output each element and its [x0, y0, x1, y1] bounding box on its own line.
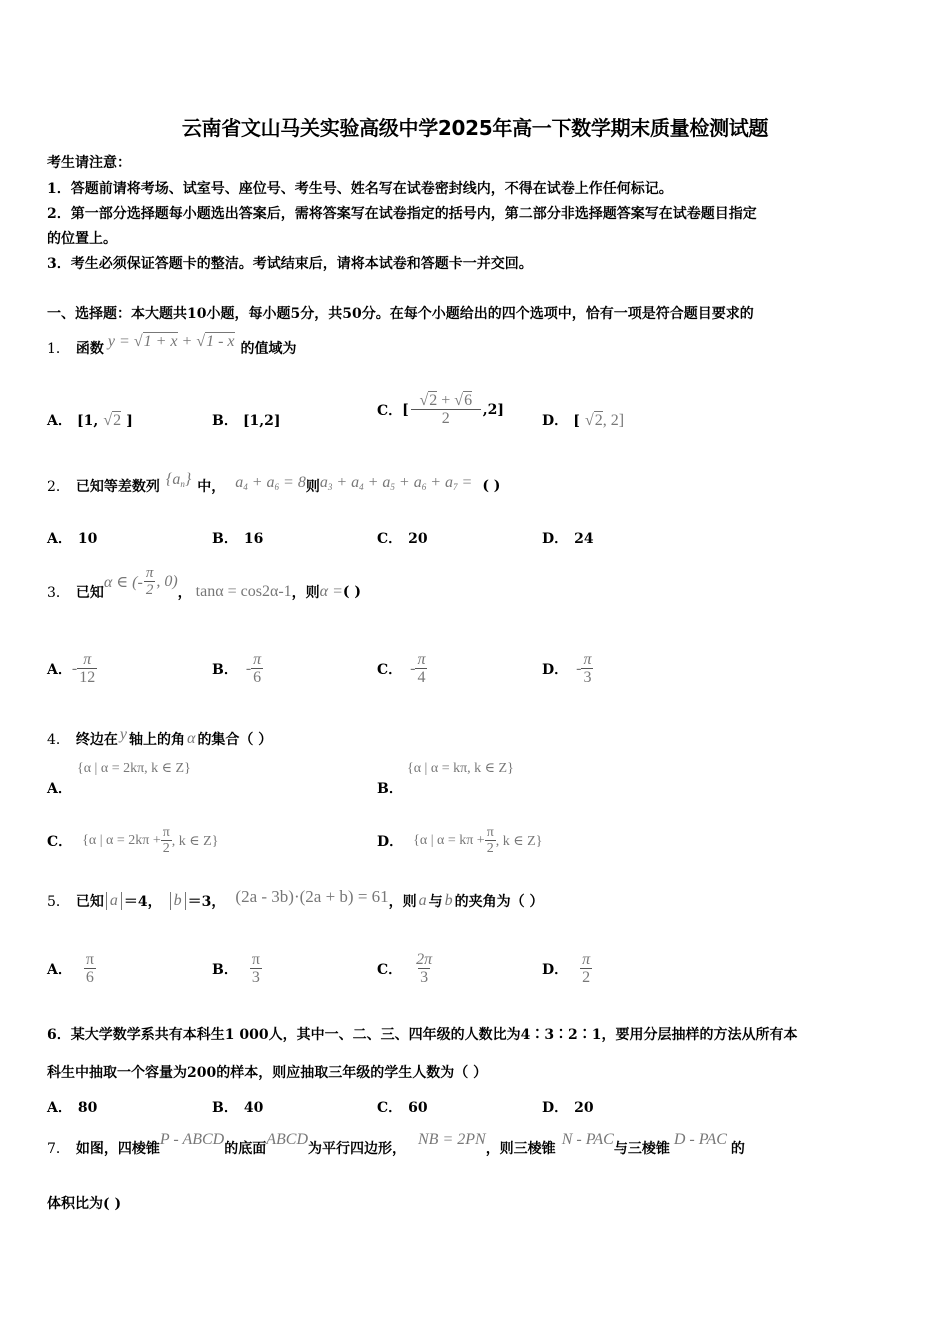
option-c[interactable] — [377, 528, 428, 548]
formula: y = √1 + x + √1 - x — [107, 333, 235, 350]
option-label: D． — [542, 413, 569, 429]
subscript: 5 — [390, 482, 395, 492]
option-c[interactable] — [47, 820, 218, 862]
var: a — [235, 474, 244, 491]
formula: α = — [319, 583, 343, 600]
page-title: 云南省文山马关实验高级中学2025年高一下数学期末质量检测试题 — [181, 116, 769, 140]
option-label: C． — [377, 1100, 403, 1116]
fraction — [580, 951, 592, 988]
option-label: C． — [377, 403, 403, 419]
option-text: 24 — [574, 531, 594, 547]
numerator: 2π — [416, 950, 433, 968]
question-text: 的底面 — [224, 1141, 267, 1157]
minus-sign: - — [410, 660, 416, 677]
numerator: π — [85, 950, 94, 968]
fraction — [84, 951, 96, 988]
vector-b: b — [444, 892, 453, 909]
question-5-options — [47, 944, 907, 994]
question-number: 5． — [47, 894, 70, 910]
question-3 — [47, 566, 361, 618]
question-text: 的夹角为（ ） — [454, 894, 544, 910]
option-text: , 2] — [602, 412, 625, 429]
question-7-line-2: 体积比为( ) — [47, 1196, 122, 1212]
option-text: 80 — [77, 1100, 98, 1116]
question-1-options — [47, 380, 907, 436]
option-label: A． — [47, 962, 72, 978]
notice-item-2-cont: 的位置上。 — [47, 231, 117, 247]
var: a — [172, 471, 181, 488]
numerator: π — [253, 650, 262, 668]
question-text: 的集合（ ） — [197, 732, 273, 748]
abs-a: a — [106, 892, 122, 910]
question-text: 与 — [428, 894, 443, 910]
question-text: 的 — [730, 1141, 745, 1157]
option-label: C． — [47, 834, 73, 850]
fraction — [485, 825, 496, 857]
punctuation: ， — [177, 585, 192, 601]
fraction — [144, 565, 156, 600]
denominator: 2 — [162, 841, 170, 857]
option-text: [ — [573, 413, 580, 429]
option-label: D． — [542, 962, 569, 978]
option-label: C． — [377, 662, 403, 678]
fraction — [414, 951, 434, 988]
numerator: π — [582, 950, 591, 968]
question-text: ，则 — [291, 585, 320, 601]
option-text: 20 — [408, 531, 428, 547]
question-number: 2． — [47, 479, 70, 495]
option-d[interactable]: D． [ √2, 2] — [542, 412, 625, 429]
denominator: 2 — [582, 969, 591, 987]
question-number: 7． — [47, 1141, 70, 1157]
question-7 — [47, 1128, 745, 1168]
option-b[interactable] — [212, 410, 281, 430]
question-text: 则 — [305, 479, 320, 495]
denominator: 6 — [253, 669, 262, 687]
option-text: 60 — [408, 1100, 428, 1116]
option-a[interactable] — [47, 944, 96, 994]
question-text: 为平行四边形， — [308, 1141, 406, 1157]
radicand: 1 - x — [206, 333, 235, 350]
question-text: 的值域为 — [240, 341, 297, 357]
denominator: 2 — [411, 409, 481, 428]
option-d[interactable] — [542, 644, 593, 694]
option-label: A． — [47, 413, 72, 429]
option-c[interactable] — [377, 644, 428, 694]
option-c[interactable] — [377, 1097, 428, 1117]
subscript: 6 — [421, 482, 427, 492]
subscript: 4 — [359, 482, 364, 492]
option-label: B． — [212, 413, 238, 429]
fraction — [415, 651, 427, 688]
option-c[interactable] — [377, 382, 504, 438]
denominator: 12 — [79, 669, 96, 687]
option-label: D． — [377, 834, 404, 850]
question-2 — [47, 468, 500, 504]
subscript: 3 — [327, 482, 333, 492]
option-text: , k ∈ Z} — [171, 833, 219, 849]
numerator: π — [583, 650, 592, 668]
option-text: ,2] — [482, 402, 505, 418]
formula: $a_3 + a_4 + a_5 + a_6 + a_7$ = — [319, 474, 473, 492]
sequence-symbol: $\{a_n\}$ — [165, 471, 192, 489]
option-text: {α | α = 2kπ + — [82, 833, 161, 848]
question-text: 已知 — [75, 894, 104, 910]
option-d[interactable] — [377, 820, 542, 862]
notice-item-1: 1．答题前请将考场、试室号、座位号、考生号、姓名写在试卷密封线内，不得在试卷上作任何标记。 — [47, 181, 673, 197]
answer-paren: ( ) — [482, 478, 501, 494]
condition: tanα = cos2α-1 — [195, 583, 292, 600]
option-b[interactable] — [212, 528, 263, 548]
formula: (2a - 3b)·(2a + b) = 61 — [235, 887, 389, 906]
question-text: 已知 — [75, 585, 104, 601]
numerator: π — [83, 650, 92, 668]
variable-alpha: α — [187, 730, 196, 747]
fraction — [161, 825, 172, 857]
formula-part: , 0) — [156, 573, 178, 590]
option-text: [1,2] — [242, 413, 281, 429]
numerator: π — [145, 564, 154, 581]
answer-paren: ( ) — [342, 584, 361, 600]
option-label: A． — [47, 662, 72, 678]
abs-b: b — [170, 892, 186, 910]
question-number: 4． — [47, 732, 70, 748]
option-label: D． — [542, 531, 569, 547]
plus-sign: + — [247, 474, 267, 491]
option-label: A． — [47, 1100, 72, 1116]
question-number: 1． — [47, 341, 70, 357]
formula-part: α ∈ (- — [103, 574, 143, 591]
fraction — [250, 951, 262, 988]
option-text: {α | α = kπ, k ∈ Z} — [407, 761, 514, 776]
subscript: 7 — [453, 482, 458, 492]
option-label: B． — [212, 1100, 238, 1116]
option-label: C． — [377, 962, 403, 978]
option-text: {α | α = kπ + — [413, 833, 485, 848]
notice-item-2: 2．第一部分选择题每小题选出答案后，需将答案写在试卷指定的括号内，第二部分非选择题答案写在试卷题目指定 — [47, 206, 757, 222]
question-text: 中， — [197, 479, 226, 495]
question-text: ＝4， — [123, 894, 162, 910]
formula-y: y = — [107, 333, 130, 350]
formula: N - PAC — [561, 1131, 614, 1148]
formula: NB = 2PN — [418, 1131, 486, 1148]
question-text: 终边在 — [75, 732, 118, 748]
option-a[interactable] — [47, 644, 97, 694]
numerator: π — [486, 824, 494, 840]
fraction — [251, 651, 263, 688]
fraction — [77, 651, 97, 688]
numerator: π — [162, 824, 170, 840]
question-3-options — [47, 644, 907, 694]
option-text: ] — [126, 413, 133, 429]
option-d[interactable] — [542, 1097, 594, 1117]
option-label: C． — [377, 531, 403, 547]
option-d[interactable] — [542, 944, 592, 994]
option-text: 20 — [574, 1100, 594, 1116]
denominator: 3 — [420, 969, 429, 987]
subscript: 4 — [243, 482, 248, 492]
option-text: 10 — [77, 531, 98, 547]
fraction — [581, 651, 593, 688]
option-b[interactable] — [212, 644, 263, 694]
minus-sign: - — [245, 660, 252, 677]
radicand: 1 + x — [143, 333, 178, 350]
formula — [235, 474, 306, 492]
radicand: 6 — [464, 391, 473, 409]
plus-sign: + — [437, 391, 455, 409]
denominator: 2 — [145, 582, 154, 599]
formula: P - ABCD — [159, 1131, 225, 1148]
option-c[interactable] — [377, 944, 434, 994]
subscript: n — [180, 479, 185, 489]
question-text: ，则 — [388, 894, 417, 910]
question-1 — [47, 330, 297, 366]
radicand: 2 — [429, 391, 438, 409]
question-text: 与三棱锥 — [613, 1141, 670, 1157]
question-6-line-2: 科生中抽取一个容量为200的样本，则应抽取三年级的学生人数为（ ） — [47, 1065, 488, 1081]
option-text: , k ∈ Z} — [495, 833, 543, 849]
denominator: 6 — [85, 969, 94, 987]
option-text: 40 — [243, 1100, 264, 1116]
notice-item-3: 3．考生必须保证答题卡的整洁。考试结束后，请将本试卷和答题卡一并交回。 — [47, 256, 533, 272]
option-text: [1, — [76, 413, 99, 429]
question-4-options — [47, 760, 907, 860]
equals-sign: = — [457, 474, 473, 491]
minus-sign: - — [71, 660, 78, 677]
value: = 8 — [279, 474, 306, 491]
option-label: B． — [212, 662, 238, 678]
minus-sign: - — [576, 660, 582, 677]
option-label: B． — [212, 531, 238, 547]
option-a[interactable]: A． [1, √2 ] — [47, 412, 133, 429]
option-d[interactable] — [542, 528, 594, 548]
option-text: [ — [402, 402, 409, 418]
question-text: 函数 — [75, 341, 104, 357]
variable-y: y — [119, 726, 128, 743]
question-text: 已知等差数列 — [75, 479, 160, 495]
option-label: A． — [47, 781, 72, 797]
denominator: 3 — [251, 969, 260, 987]
question-text: ＝3， — [187, 894, 226, 910]
option-b[interactable] — [212, 944, 262, 994]
numerator: π — [417, 650, 426, 668]
option-text: {α | α = 2kπ, k ∈ Z} — [77, 761, 191, 776]
question-text: 轴上的角 — [129, 732, 186, 748]
option-label: D． — [542, 1100, 569, 1116]
section-heading: 一、选择题：本大题共10小题，每小题5分，共50分。在每个小题给出的四个选项中，恰有一项是符合题目要求的 — [47, 306, 754, 322]
denominator: 4 — [417, 669, 426, 687]
numerator: π — [251, 950, 260, 968]
denominator: 3 — [583, 669, 592, 687]
question-5 — [47, 878, 544, 924]
option-label: B． — [377, 781, 403, 797]
notice-heading: 考生请注意： — [47, 155, 131, 171]
question-6-line-1: 6．某大学数学系共有本科生1 000人，其中一、二、三、四年级的人数比为4∶3∶2∶1，要用分层抽样的方法从所有本 — [47, 1027, 798, 1043]
vector-a: a — [418, 892, 427, 909]
radicand: 2 — [113, 412, 122, 429]
radicand: 2 — [594, 412, 603, 429]
denominator: 2 — [486, 841, 494, 857]
option-a[interactable] — [47, 528, 97, 548]
option-label: B． — [212, 962, 238, 978]
formula — [104, 565, 178, 600]
option-text: 16 — [243, 531, 264, 547]
option-b[interactable] — [212, 1097, 263, 1117]
fraction: $\frac{√2 + √6}{2}$ — [411, 392, 481, 429]
var: a — [266, 474, 275, 491]
formula: D - PAC — [673, 1131, 727, 1148]
question-4 — [47, 726, 272, 752]
question-number: 3． — [47, 585, 70, 601]
question-text: ，则三棱锥 — [485, 1141, 556, 1157]
option-a[interactable] — [47, 1097, 97, 1117]
option-label: D． — [542, 662, 569, 678]
option-label: A． — [47, 531, 72, 547]
question-text: 如图，四棱锥 — [75, 1141, 160, 1157]
subscript: 6 — [274, 482, 280, 492]
formula: ABCD — [266, 1131, 308, 1148]
